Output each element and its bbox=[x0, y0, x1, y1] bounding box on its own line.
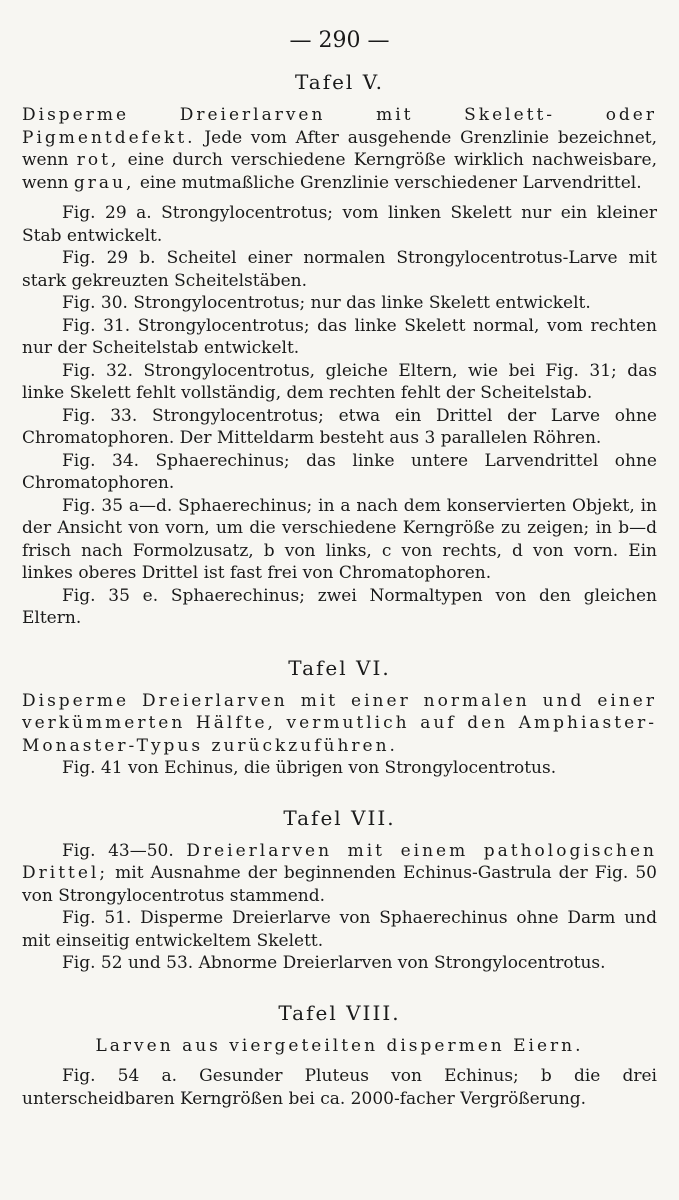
figure-caption: Fig. 35 e. Sphaerechinus; zwei Normaltypen von den gleichen Eltern. bbox=[22, 585, 657, 628]
figure-caption: Fig. 31. Strongylocentrotus; das linke Skelett normal, vom rechten nur der Scheitelstab entwickelt. bbox=[22, 315, 657, 358]
intro-text: mit Ausnahme der beginnenden Echinus-Gastrula der Fig. 50 von Strongylocentrotus stammend. bbox=[22, 863, 657, 906]
section-intro: Disperme Dreierlarven mit einer normalen und einer verkümmerten Hälfte, vermutlich auf den Amphiaster-Monaster-Typus zurückzuführen. bbox=[22, 690, 657, 756]
section-heading: Tafel VIII. bbox=[278, 1000, 401, 1025]
intro-spaced-text: Disperme Dreierlarven mit Skelett- oder Pigmentdefekt. bbox=[22, 105, 657, 148]
section-tafel-viii bbox=[22, 1001, 657, 1111]
figure-caption: Fig. 41 von Echinus, die übrigen von Strongylocentrotus. bbox=[62, 758, 557, 778]
section-intro bbox=[22, 840, 657, 908]
intro-text: eine durch verschiedene Kerngröße wirklich nachweisbare, wenn bbox=[22, 150, 657, 193]
intro-spaced-text: Dreierlarven mit einem pathologischen Drittel; bbox=[22, 840, 657, 883]
emphasis-rot: rot, bbox=[76, 150, 120, 170]
page-number: — 290 — bbox=[289, 28, 390, 53]
figure-caption: Fig. 30. Strongylocentrotus; nur das linke Skelett entwickelt. bbox=[62, 293, 591, 313]
figure-caption: Fig. 33. Strongylocentrotus; etwa ein Drittel der Larve ohne Chromatophoren. Der Mitteldarm besteht aus 3 parallelen Röhren. bbox=[22, 405, 657, 448]
figure-caption: Fig. 51. Disperme Dreierlarve von Sphaerechinus ohne Darm und mit einseitig entwickeltem Skelett. bbox=[22, 908, 657, 951]
figure-lead: Fig. 43—50. bbox=[62, 840, 187, 861]
intro-text: Jede vom After ausgehende Grenzlinie bezeichnet, wenn bbox=[22, 127, 657, 170]
figure-caption: Fig. 54 a. Gesunder Pluteus von Echinus; b die drei unterscheidbaren Kerngrößen bei ca. 2000-facher Vergrößerung. bbox=[22, 1066, 657, 1109]
figure-caption: Fig. 35 a—d. Sphaerechinus; in a nach dem konservierten Objekt, in der Ansicht von vorn, um die verschiedene Kerngröße zu zeigen; in b—d frisch nach Formolzusatz, b von links, c von rechts, d von vorn. Ein linkes oberes Drittel ist fast frei von Chromatophoren. bbox=[22, 495, 657, 583]
figure-caption: Fig. 29 b. Scheitel einer normalen Strongylocentrotus-Larve mit stark gekreuzten Scheitelstäben. bbox=[22, 248, 657, 291]
figure-caption: Fig. 52 und 53. Abnorme Dreierlarven von Strongylocentrotus. bbox=[62, 953, 606, 973]
section-tafel-v bbox=[22, 70, 657, 630]
section-tafel-vi bbox=[22, 656, 657, 780]
section-intro: Larven aus viergeteilten dispermen Eiern. bbox=[95, 1035, 584, 1056]
intro-text: eine mutmaßliche Grenzlinie verschiedener Larvendrittel. bbox=[134, 172, 642, 193]
figure-caption: Fig. 32. Strongylocentrotus, gleiche Eltern, wie bei Fig. 31; das linke Skelett fehlt vollständig, dem rechten fehlt der Scheitelstab. bbox=[22, 360, 657, 403]
figure-caption: Fig. 29 a. Strongylocentrotus; vom linken Skelett nur ein kleiner Stab entwickelt. bbox=[22, 203, 657, 246]
section-heading: Tafel V. bbox=[294, 70, 384, 94]
section-intro bbox=[22, 104, 657, 194]
section-heading: Tafel VII. bbox=[283, 805, 396, 830]
emphasis-grau: grau, bbox=[73, 172, 135, 193]
section-tafel-vii bbox=[22, 806, 657, 975]
figure-caption: Fig. 34. Sphaerechinus; das linke untere Larvendrittel ohne Chromatophoren. bbox=[22, 450, 657, 493]
section-heading: Tafel VI. bbox=[288, 655, 391, 680]
